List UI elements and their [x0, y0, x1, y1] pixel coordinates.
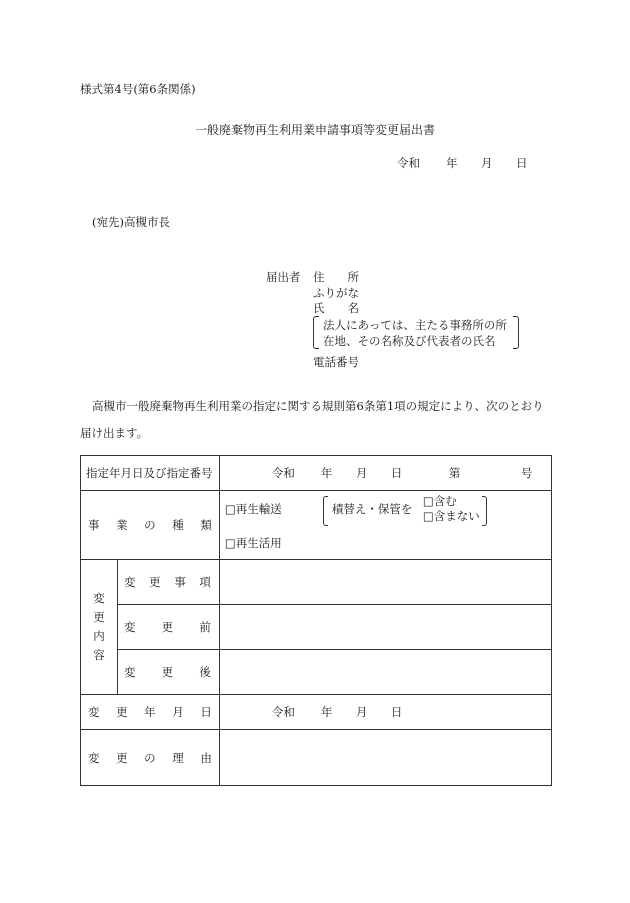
left-bracket	[313, 316, 319, 349]
label-char: の	[144, 750, 156, 765]
recycle-transport-checkbox[interactable]: □再生輸送	[224, 502, 282, 516]
designation-go: 号	[520, 466, 533, 480]
change-item-field[interactable]	[219, 560, 551, 605]
label-char: 事	[174, 575, 186, 589]
designation-month: 月	[355, 466, 368, 480]
change-date-year: 年	[320, 705, 333, 719]
change-date-label	[81, 695, 220, 730]
label-char: 類	[200, 518, 212, 532]
change-date-era: 令和	[271, 705, 295, 719]
phone-label: 電話番号	[313, 355, 359, 369]
change-date-row	[81, 695, 552, 730]
after-field[interactable]	[219, 650, 551, 695]
designation-day: 日	[390, 466, 403, 480]
label-char: 更	[93, 610, 105, 624]
label-char: 変	[123, 575, 136, 589]
body-text-line2: 届け出ます。	[80, 426, 149, 440]
not-include-checkbox[interactable]: □含まない	[422, 509, 480, 523]
date-era: 令和	[397, 156, 420, 170]
label-char: 更	[116, 750, 128, 765]
change-date-value[interactable]	[219, 695, 551, 730]
change-content-label	[81, 560, 118, 695]
label-char: の	[144, 518, 156, 532]
document-title: 一般廃棄物再生利用業申請事項等変更届出書	[194, 123, 435, 137]
body-text	[80, 393, 552, 447]
label-char: 後	[199, 665, 211, 679]
designation-value[interactable]	[219, 456, 551, 491]
label-char: 業	[116, 518, 128, 532]
label-char: 理	[172, 750, 184, 765]
include-checkbox[interactable]: □含む	[422, 494, 457, 508]
transfer-storage-label: 積替え・保管を	[331, 502, 413, 516]
label-char: 変	[88, 705, 100, 719]
corporate-note-line1: 法人にあっては、主たる事務所の所	[323, 318, 507, 332]
after-label	[117, 650, 219, 695]
label-char: 内	[93, 629, 105, 643]
label-char: 種	[172, 518, 184, 532]
reason-field[interactable]	[219, 730, 551, 786]
label-char: 更	[161, 620, 174, 634]
label-char: 項	[199, 575, 211, 589]
before-row	[81, 605, 552, 650]
addressee: (宛先)高槻市長	[92, 215, 170, 229]
designation-year: 年	[320, 466, 333, 480]
label-char: 更	[116, 705, 128, 719]
label-char: 変	[88, 750, 100, 765]
label-char: 更	[161, 665, 174, 679]
label-char: 変	[123, 620, 136, 634]
corporate-note	[313, 316, 519, 348]
label-char: 事	[88, 518, 100, 532]
applicant-label: 届出者	[266, 270, 301, 284]
label-char: 前	[199, 620, 211, 634]
corporate-note-line2: 在地、その名称及び代表者の氏名	[323, 334, 496, 348]
after-row	[81, 650, 552, 695]
address-label: 住 所	[313, 270, 359, 284]
business-type-label	[81, 491, 220, 560]
before-label	[117, 605, 219, 650]
reason-row	[81, 730, 552, 786]
label-char: 容	[93, 648, 105, 662]
date-month: 月	[481, 156, 493, 170]
before-field[interactable]	[219, 605, 551, 650]
label-char: 由	[200, 750, 212, 765]
label-char: 日	[200, 705, 212, 719]
name-label: 氏 名	[313, 301, 359, 315]
options-right-bracket	[482, 496, 487, 526]
designation-dai: 第	[448, 466, 461, 480]
label-char: 変	[123, 665, 136, 679]
change-item-label	[117, 560, 219, 605]
form-number: 様式第4号(第6条関係)	[80, 82, 196, 96]
change-form-table	[80, 455, 552, 786]
recycle-use-checkbox[interactable]: □再生活用	[224, 536, 282, 550]
label-char: 年	[144, 705, 156, 719]
label-char: 月	[172, 705, 184, 719]
change-date-day: 日	[390, 705, 403, 719]
date-year: 年	[446, 156, 458, 170]
designation-era: 令和	[271, 466, 295, 480]
body-text-line1: 高槻市一般廃棄物再生利用業の指定に関する規則第6条第1項の規定により、次のとおり	[92, 399, 544, 413]
date-day: 日	[516, 156, 528, 170]
furigana-label: ふりがな	[313, 286, 359, 300]
business-type-row	[81, 491, 552, 560]
designation-row	[81, 456, 552, 491]
options-left-bracket	[323, 496, 328, 526]
change-item-row	[81, 560, 552, 605]
change-date-month: 月	[355, 705, 368, 719]
reason-label	[81, 730, 220, 786]
label-char: 更	[149, 575, 161, 589]
right-bracket	[513, 316, 519, 349]
designation-label: 指定年月日及び指定番号	[81, 456, 220, 491]
business-type-options	[219, 491, 551, 560]
label-char: 変	[93, 591, 105, 605]
